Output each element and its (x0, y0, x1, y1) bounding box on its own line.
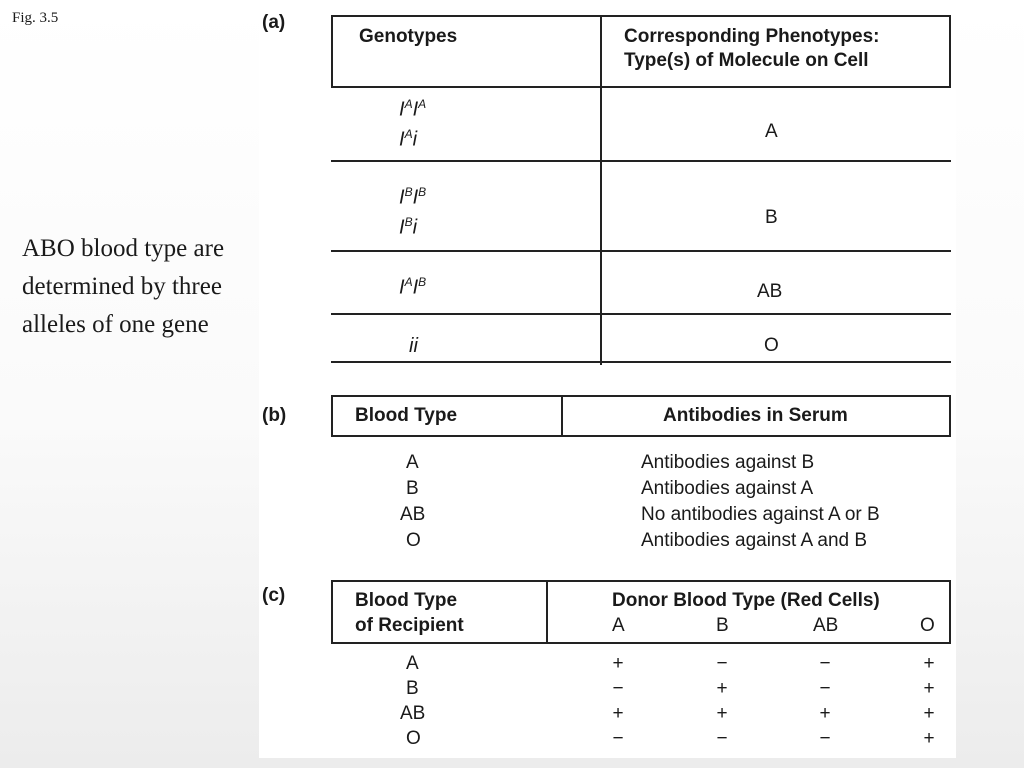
column-divider (561, 397, 563, 435)
compat-cell: + (716, 678, 728, 699)
genotype-cell: $I^AI^B$ (399, 275, 427, 299)
list-item: B (406, 678, 419, 699)
compat-cell: + (612, 653, 624, 674)
row-divider (331, 250, 951, 252)
panel-c-label: (c) (262, 585, 286, 606)
donor-type-a: A (612, 615, 625, 636)
list-item: O (406, 530, 421, 551)
genotype-cell: $I^Bi$ (399, 215, 418, 239)
donor-type-b: B (716, 615, 729, 636)
antibody-table-header (331, 395, 951, 437)
header-donor: Donor Blood Type (Red Cells) (612, 590, 880, 611)
compat-cell: + (923, 678, 935, 699)
phenotype-cell: B (765, 207, 778, 228)
list-item: A (406, 452, 419, 473)
row-divider (331, 160, 951, 162)
recipient-list (400, 651, 426, 751)
list-item: Antibodies against A (641, 478, 814, 499)
phenotype-cell: A (765, 121, 778, 142)
compat-cell: + (716, 703, 728, 724)
compat-cell: + (923, 728, 935, 749)
compat-cell: − (819, 678, 831, 699)
figure-number: Fig. 3.5 (12, 10, 59, 26)
genotype-cell: $I^Ai$ (399, 127, 418, 151)
compat-cell: + (923, 703, 935, 724)
phenotype-cell: O (764, 335, 779, 356)
transfusion-table-header (331, 580, 951, 644)
header-line: Blood Type (355, 590, 458, 611)
panel-a-label: (a) (262, 12, 286, 33)
compat-cell: − (716, 728, 728, 749)
list-item: AB (400, 504, 426, 525)
compat-cell: − (819, 653, 831, 674)
genotype-cell: $I^AI^A$ (399, 97, 427, 121)
caption-line: determined by three (22, 273, 222, 300)
caption-line: ABO blood type are (22, 235, 225, 262)
compat-cell: + (923, 653, 935, 674)
column-divider (546, 582, 548, 642)
genotype-cell: $I^BI^B$ (399, 185, 427, 209)
donor-type-ab: AB (813, 615, 839, 636)
compat-cell: − (716, 653, 728, 674)
list-item: Antibodies against B (641, 452, 815, 473)
header-antibodies: Antibodies in Serum (663, 405, 848, 426)
compat-cell: + (612, 703, 624, 724)
compat-cell: − (612, 728, 624, 749)
header-phenotypes (624, 25, 879, 73)
genotype-cell: ii (409, 335, 418, 357)
blood-type-list (400, 450, 426, 554)
row-divider (331, 313, 951, 315)
list-item: AB (400, 703, 426, 724)
caption-line: alleles of one gene (22, 311, 209, 338)
list-item: No antibodies against A or B (641, 504, 880, 525)
abo-figure (259, 10, 956, 758)
phenotype-cell: AB (757, 281, 783, 302)
compat-cell: + (819, 703, 831, 724)
list-item: Antibodies against A and B (641, 530, 868, 551)
compat-cell: − (612, 678, 624, 699)
header-blood-type: Blood Type (355, 405, 458, 426)
header-line: Corresponding Phenotypes: (624, 26, 880, 47)
row-divider (331, 361, 951, 363)
panel-b-label: (b) (262, 405, 287, 426)
list-item: O (406, 728, 421, 749)
header-line: of Recipient (355, 615, 464, 636)
compat-cell: − (819, 728, 831, 749)
donor-type-o: O (920, 615, 935, 636)
list-item: B (406, 478, 419, 499)
genotype-phenotype-table (331, 15, 951, 365)
antibody-list (641, 450, 880, 554)
header-genotypes: Genotypes (359, 26, 458, 47)
header-line: Type(s) of Molecule on Cell (624, 50, 869, 71)
list-item: A (406, 653, 419, 674)
header-recipient (355, 588, 464, 638)
